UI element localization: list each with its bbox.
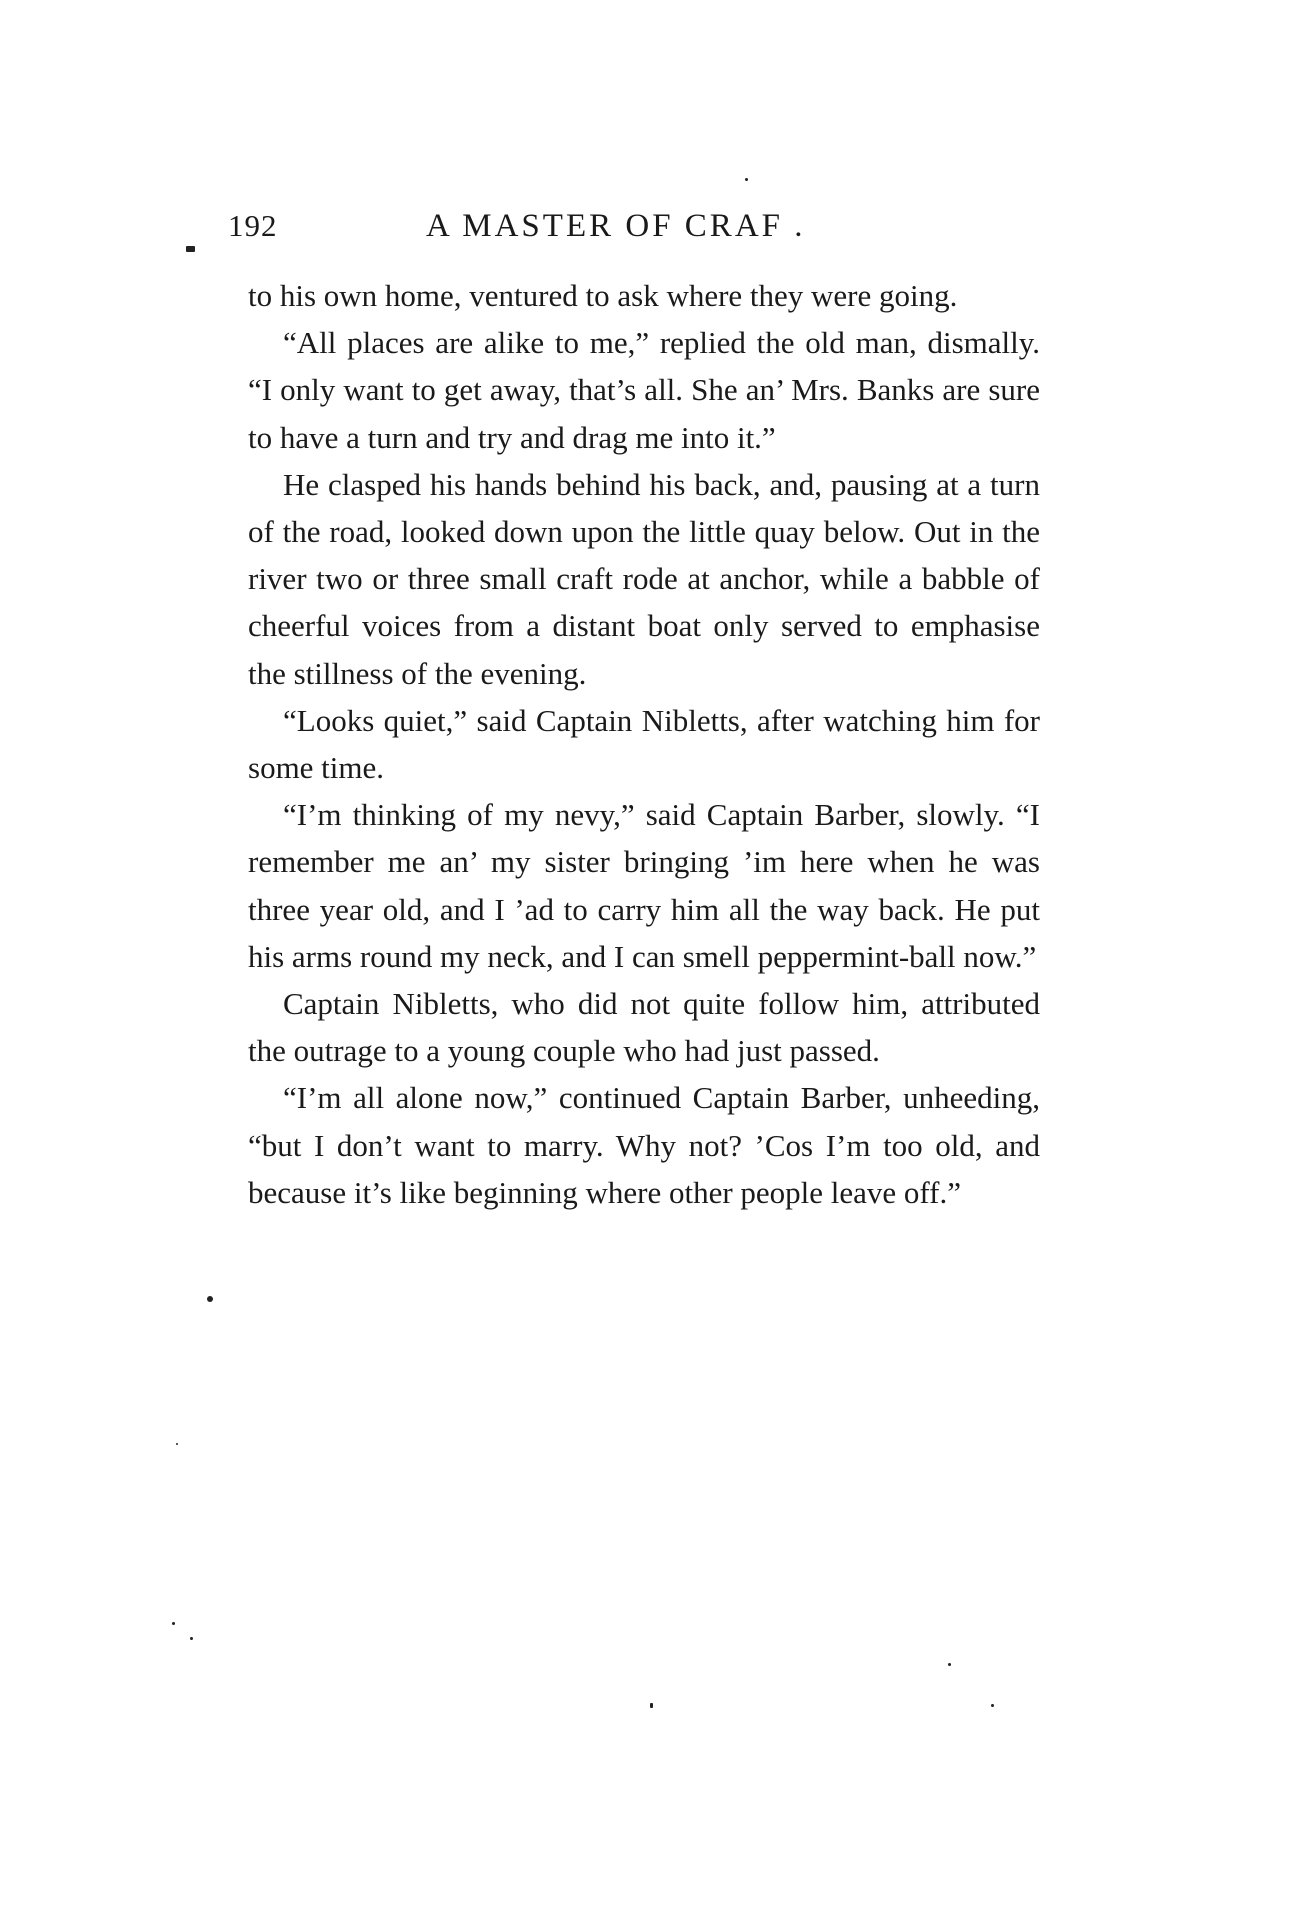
scan-mark xyxy=(207,1296,213,1302)
scan-mark xyxy=(172,1622,175,1625)
paragraph: to his own home, ventured to ask where they were going. xyxy=(248,278,958,313)
running-title: A MASTER OF CRAF . xyxy=(426,208,806,244)
paragraph: “I’m all alone now,” continued Captain Barber, unheeding, “but I don’t want to marry. Why not? ’Cos I’m too old, and because it’s like beginning where other people leave off.” xyxy=(248,1080,1040,1210)
scan-mark xyxy=(948,1663,951,1666)
scan-mark xyxy=(650,1703,653,1708)
paragraph: He clasped his hands behind his back, and, pausing at a turn of the road, looked down upon the little quay below. Out in the river two or three small craft rode at anchor, while a babble of cheerful voices from a distant boat only served to emphasise the stillness of the evening. xyxy=(248,466,1040,691)
scan-mark xyxy=(991,1704,994,1707)
paragraph: “Looks quiet,” said Captain Nibletts, after watching him for some time. xyxy=(248,702,1040,786)
paragraph: “All places are alike to me,” replied the old man, dismally. “I only want to get away, that’s all. She an’ Mrs. Banks are sure to have a turn and try and drag me into it.” xyxy=(248,325,1040,455)
paragraph: “I’m thinking of my nevy,” said Captain Barber, slowly. “I remember me an’ my sister bringing ’im here when he was three year old, and I ’ad to carry him all the way back. He put his arms round my neck, and I can smell peppermint-ball now.” xyxy=(248,797,1040,974)
scan-mark xyxy=(745,178,748,181)
page-number: 192 xyxy=(228,208,278,243)
scan-mark xyxy=(176,1443,178,1445)
scan-mark xyxy=(186,246,195,252)
scan-mark xyxy=(190,1637,193,1640)
paragraph: Captain Nibletts, who did not quite follow him, attributed the outrage to a young couple who had just passed. xyxy=(248,986,1040,1069)
page-header xyxy=(228,208,1048,258)
body-text xyxy=(248,272,1040,1216)
